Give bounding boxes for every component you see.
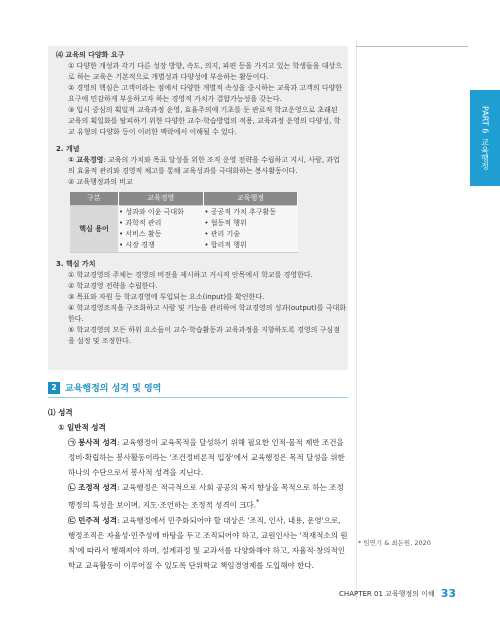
list-item: ④ 학교경영조직을 구조화하고 사람 및 기능을 관리하여 학교경영의 성과(output)를 극대화 한다.: [68, 304, 346, 323]
main-text: [48, 405, 348, 573]
list-item: ① 다양한 개성과 각기 다른 성장 방향, 속도, 의지, 파편 등을 가지고 있는 학생들을 대상으로 하는 교육은 기본적으로 개별성과 다양성에 부응하는 활동이다.: [68, 62, 343, 81]
subsection-title: 3. 핵심 가치: [56, 260, 96, 268]
table-cell-line: • 관리 기술: [204, 230, 241, 238]
list-item: ② 교육행정과의 비교: [68, 178, 133, 186]
table-cell-line: • 공공적 가치 추구활동: [204, 208, 277, 216]
page-footer: [339, 587, 456, 600]
table-header: 구분: [70, 192, 118, 206]
paragraph: [48, 435, 348, 480]
paragraph: [48, 513, 348, 573]
table-cell: [118, 206, 203, 253]
footnote-marker: *: [256, 499, 260, 506]
margin-note: * 임연기 & 최돈원, 2020: [358, 539, 431, 547]
page-number: 33: [440, 587, 456, 600]
table-cell-line: • 합리적 행위: [204, 241, 247, 249]
list-item: [56, 155, 346, 177]
table-row-label: 핵심 용어: [70, 206, 118, 253]
paragraph: [48, 480, 348, 513]
part-label: 교육행정: [480, 137, 490, 170]
section-heading: [48, 381, 161, 394]
margin-rule: [356, 46, 468, 47]
section-number-badge: 2: [48, 382, 60, 394]
section-title: 교육행정의 성격 및 영역: [65, 384, 162, 394]
table-cell-line: • 성과와 이윤 극대화: [119, 208, 184, 216]
section-rule: [48, 397, 348, 398]
term-label: ㉢ 민주적 성격: [68, 515, 117, 525]
list-item: ③ 목표와 자원 등 학교경영에 투입되는 요소(input)를 확인한다.: [68, 293, 265, 301]
subsection-title: 2. 개념: [56, 145, 80, 153]
list-item: ① 학교경영의 주체는 경영의 비전을 제시하고 거시적 안목에서 학교를 경영한다.: [68, 271, 313, 279]
term-label: ㉡ 조정적 성격: [68, 483, 117, 492]
table-cell: [203, 206, 297, 253]
list-item: ② 학교경영 전략을 수립한다.: [68, 282, 158, 290]
table-cell-line: • 시장 경쟁: [119, 241, 155, 249]
subheading: ① 일반적 성격: [58, 423, 106, 432]
list-item: ③ 입시 중심의 획일적 교육과정 운영, 효율주의에 기초를 둔 관료적 학교운영으로 초래된 교육의 획일화를 탈피하기 위한 다양한 교수·학습방법의 적용, 교육과정 운영의 다양성, 학교 유형의 다양화 등이 이러한 맥락에서 이해될 수 있다.: [68, 106, 341, 136]
term-definition: : 교육의 가치와 목표 달성을 위한 조직 운영 전략을 수립하고 지시, 사람, 과업의 효율적 관리와 경영적 체고를 통해 교육성과를 극대화하는 봉사활동이다.: [68, 156, 340, 175]
list-item: ② 경영의 핵심은 고객이라는 점에서 다양한 개별적 속성을 중시하는 교육과 고객의 다양한 요구에 민감하게 부응하고자 하는 경영적 가치가 결합가능성을 갖는다.: [68, 84, 343, 103]
table-header: 교육행정: [203, 192, 297, 206]
chapter-label: CHAPTER 01 교육행정의 이해: [339, 589, 435, 598]
table-header: 교육경영: [118, 192, 203, 206]
term-label: ㉠ 봉사적 성격: [68, 438, 117, 447]
part-tab: [470, 90, 500, 186]
list-item: ⑤ 학교경영의 모든 하위 요소들이 교수·학습활동과 교육과정을 지향하도록 경영의 구심점을 설정 및 조정한다.: [68, 326, 340, 345]
heading: ⑴ 성격: [48, 408, 73, 417]
table-cell-line: • 과학적 관리: [119, 219, 162, 227]
margin-divider: [356, 40, 357, 600]
term-label: ① 교육경영: [68, 156, 104, 164]
term-definition: : 교육행정에서 민주화되어야 할 대상은 '조직, 인사, 내용, 운영'으로, 행정조직은 자율성·민주성에 바탕을 두고 조직되어야 하고, 교원인사는 '적재적소의 원칙'에 따라서 행해져야 하며, 설계과정 및 교과서를 다양화해야 하고, 자율적·창의적인 학교 교육활동이 이루어질 수 있도록 단위학교 책임경영제를 도입해야 한다.: [68, 515, 348, 570]
table-cell-line: • 협동적 행위: [204, 219, 247, 227]
subsection-title: ⑷ 교육의 다양화 요구: [56, 51, 125, 59]
term-definition: : 교육행정은 적극적으로 사회 공공의 복지 향상을 목적으로 하는 조정 행정의 특성을 보이며, 지도·조언하는 조정적 성격이 크다.: [68, 483, 344, 510]
part-number: PART 6: [480, 106, 490, 134]
term-definition: : 교육행정이 교육목적을 달성하기 위해 필요한 인적·물적 제반 조건을 정비·확립하는 봉사활동이라는 '조건정비론적 입장'에서 교육행정은 목적 달성을 위한 하나의 수단으로서 봉사적 성격을 지닌다.: [68, 438, 345, 477]
summary-box-content: [56, 50, 346, 347]
table-cell-line: • 서비스 활동: [119, 230, 162, 238]
comparison-table: [70, 192, 298, 253]
